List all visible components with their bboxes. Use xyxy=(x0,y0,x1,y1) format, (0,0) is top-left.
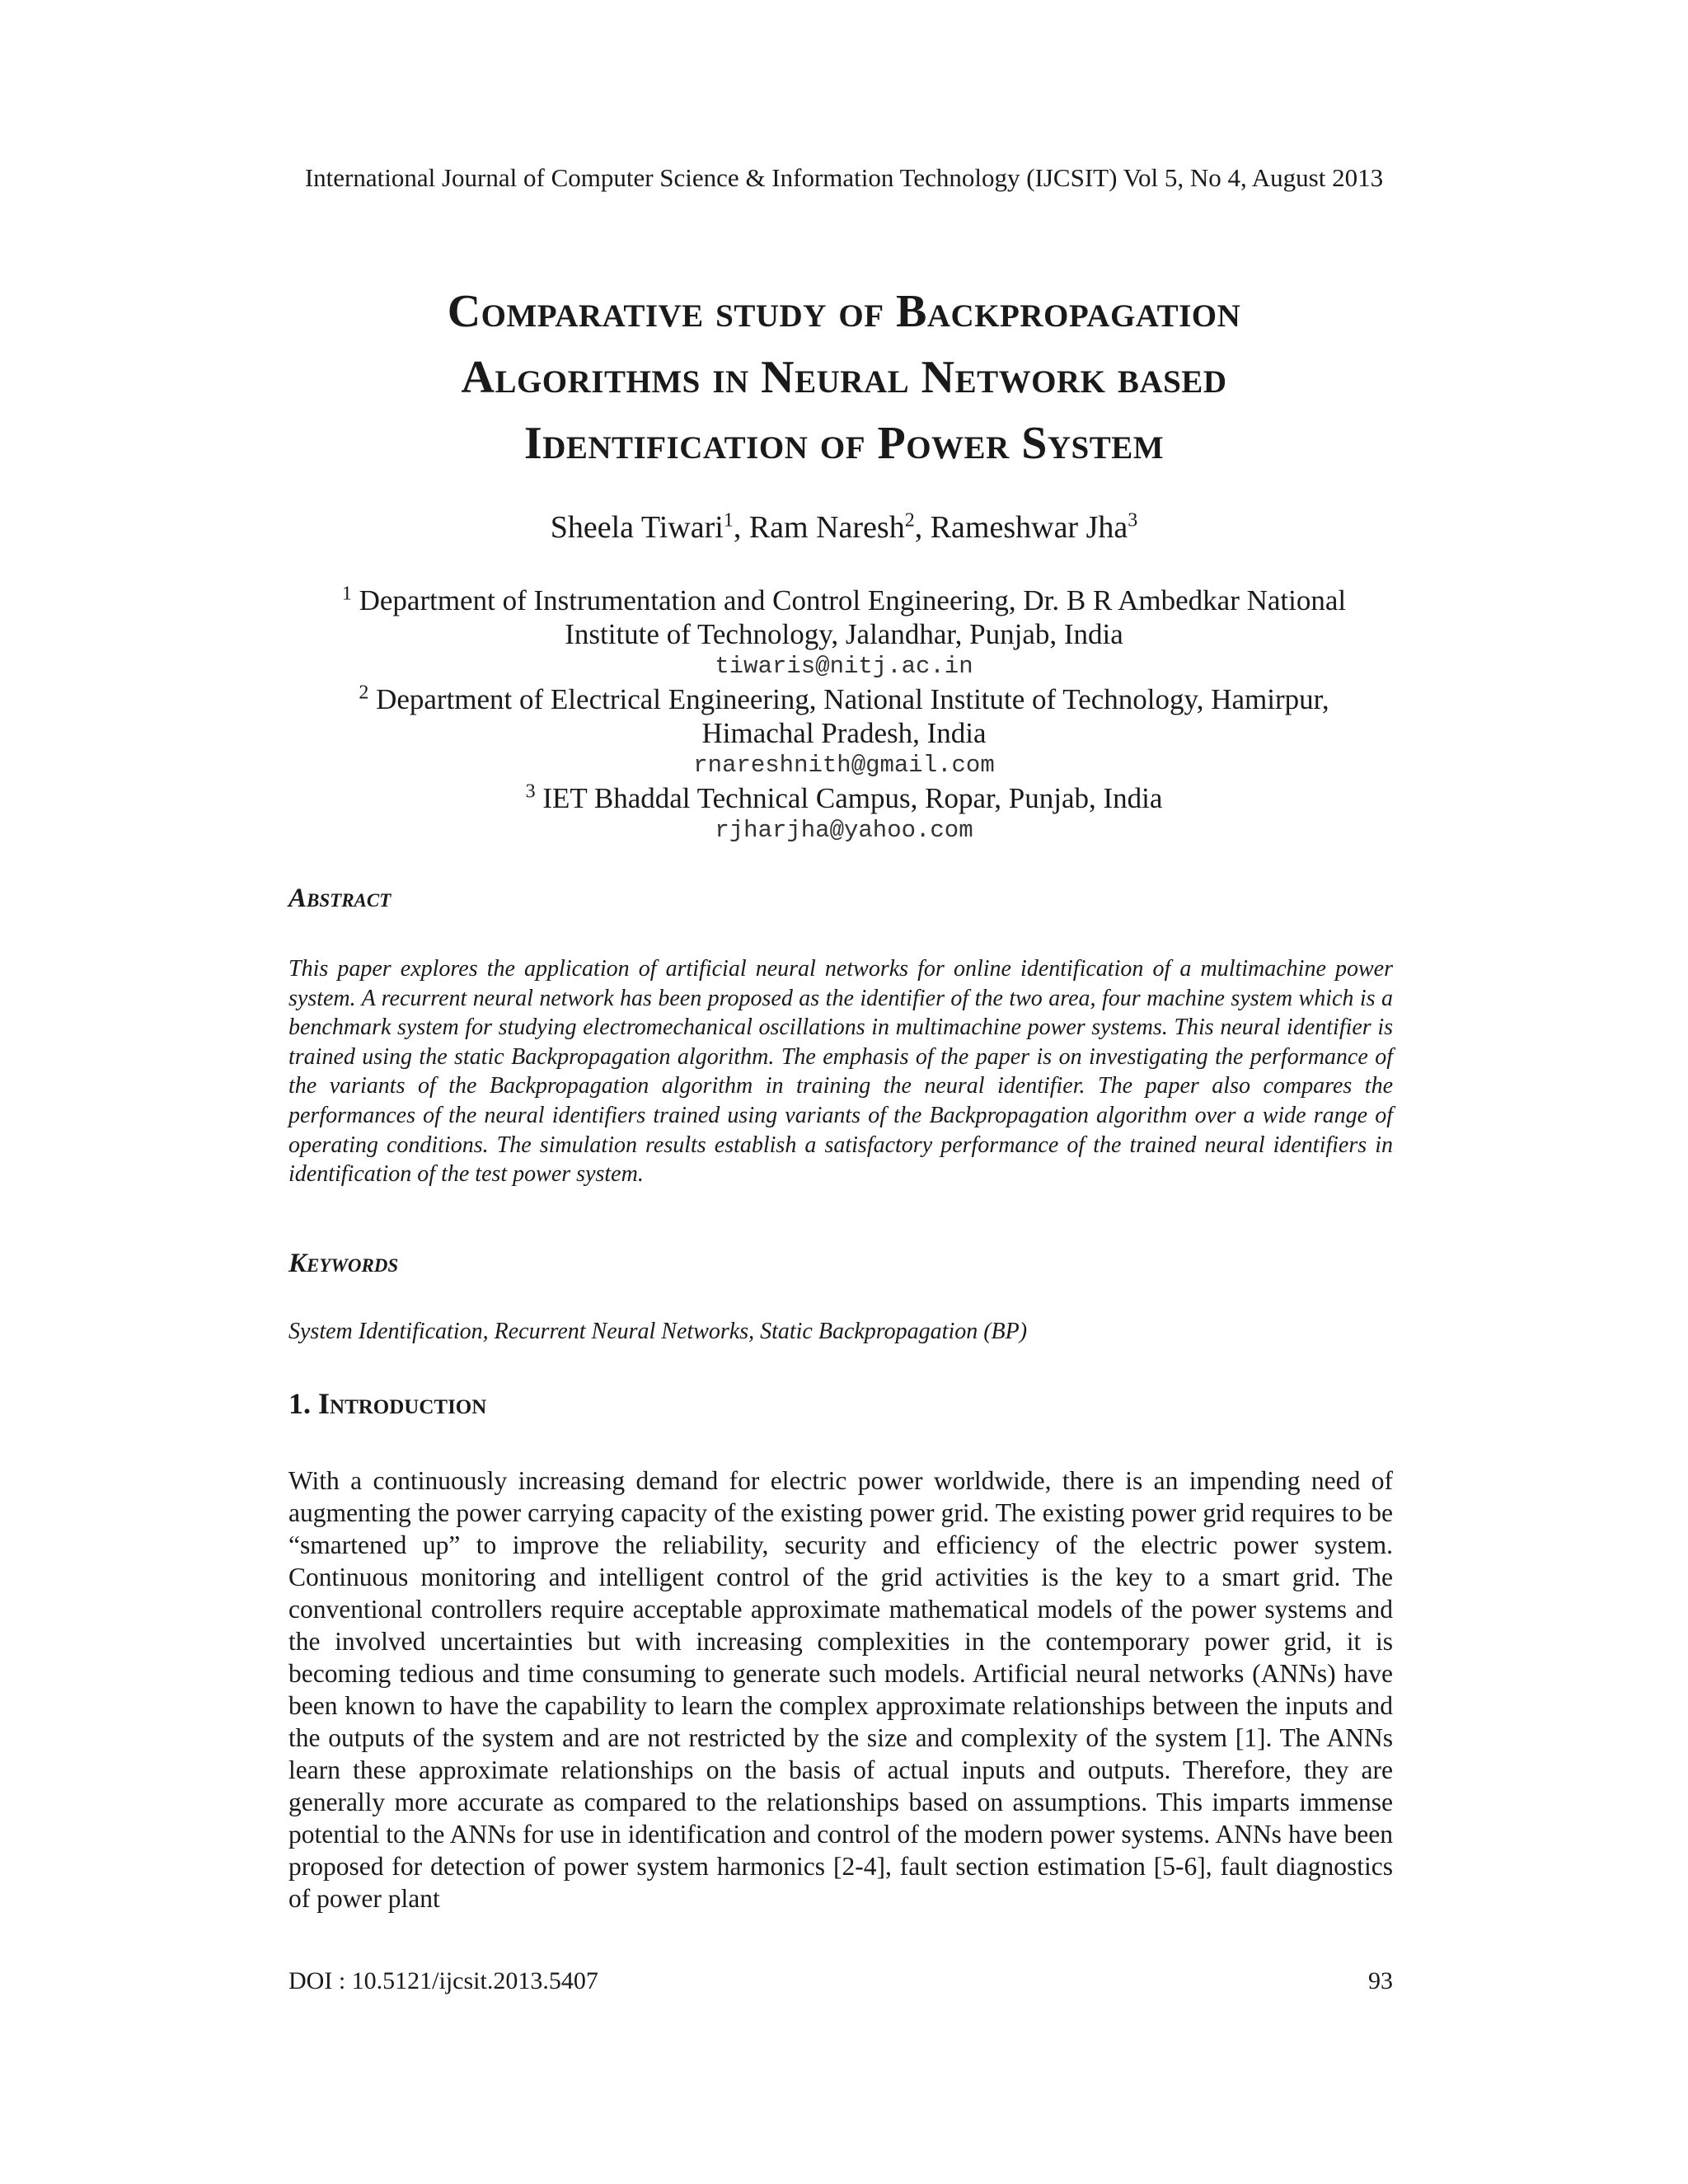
author-affiliation-mark: 2 xyxy=(904,509,915,532)
affiliation-line: Institute of Technology, Jalandhar, Punjab, India xyxy=(565,618,1123,650)
keywords-heading: Keywords xyxy=(288,1249,399,1278)
title-line: Comparative study of Backpropagation xyxy=(447,286,1241,337)
author-separator: , xyxy=(914,510,931,545)
affiliation-line xyxy=(0,583,1688,617)
author-affiliation-mark: 3 xyxy=(1128,509,1138,532)
introduction-heading: 1. Introduction xyxy=(288,1387,487,1420)
abstract-heading: Abstract xyxy=(288,883,392,913)
author-name: Sheela Tiwari xyxy=(550,510,724,545)
author-name: Rameshwar Jha xyxy=(930,510,1128,545)
doi-footer: DOI : 10.5121/ijcsit.2013.5407 xyxy=(288,1967,598,1994)
affiliation-line xyxy=(0,682,1688,716)
affiliation-list xyxy=(0,583,1688,846)
title-line: Identification of Power System xyxy=(523,418,1165,469)
author-affiliation-mark: 1 xyxy=(723,509,734,532)
affiliation-text: Department of Electrical Engineering, National Institute of Technology, Hamirpur, xyxy=(376,683,1329,715)
page-number: 93 xyxy=(1368,1967,1393,1994)
keywords-body: System Identification, Recurrent Neural Networks, Static Backpropagation (BP) xyxy=(288,1319,1028,1344)
affiliation-mark: 2 xyxy=(359,682,369,704)
author-separator: , xyxy=(733,510,749,545)
affiliation-mark: 3 xyxy=(525,780,536,803)
affiliation-line xyxy=(0,781,1688,815)
author-email: rjharjha@yahoo.com xyxy=(715,817,973,844)
affiliation-mark: 1 xyxy=(341,583,352,605)
author-email: rnareshnith@gmail.com xyxy=(693,752,995,779)
author-list xyxy=(0,509,1688,546)
affiliation-line: Himachal Pradesh, India xyxy=(701,717,987,749)
title-line: Algorithms in Neural Network based xyxy=(461,352,1227,403)
affiliation-text: Department of Instrumentation and Control Engineering, Dr. B R Ambedkar National xyxy=(359,584,1347,616)
affiliation-text: IET Bhaddal Technical Campus, Ropar, Punjab, India xyxy=(542,782,1163,814)
author-email: tiwaris@nitj.ac.in xyxy=(715,653,973,680)
author-name: Ram Naresh xyxy=(748,510,905,545)
paper-title xyxy=(0,279,1688,476)
introduction-body: With a continuously increasing demand for electric power worldwide, there is an impending need of augmenting the power carrying capacity of the existing power grid. The existing power grid requires to be “smartened up” to improve the reliability, security and efficiency of the electric power system. Continuous monitoring and intelligent control of the grid activities is the key to a smart grid. The conventional controllers require acceptable approximate mathematical models of the power systems and the involved uncertainties but with increasing complexities in the contemporary power grid, it is becoming tedious and time consuming to generate such models. Artificial neural networks (ANNs) have been known to have the capability to learn the complex approximate relationships between the inputs and the outputs of the system and are not restricted by the size and complexity of the system [1]. The ANNs learn these approximate relationships on the basis of actual inputs and outputs. Therefore, they are generally more accurate as compared to the relationships based on assumptions. This imparts immense potential to the ANNs for use in identification and control of the modern power systems. ANNs have been proposed for detection of power system harmonics [2-4], fault section estimation [5-6], fault diagnostics of power plant xyxy=(288,1466,1393,1913)
abstract-body: This paper explores the application of artificial neural networks for online identification of a multimachine power system. A recurrent neural network has been proposed as the identifier of the two area, four machine system which is a benchmark system for studying electromechanical oscillations in multimachine power systems. This neural identifier is trained using the static Backpropagation algorithm. The emphasis of the paper is on investigating the performance of the variants of the Backpropagation algorithm in training the neural identifier. The paper also compares the performances of the neural identifiers trained using variants of the Backpropagation algorithm over a wide range of operating conditions. The simulation results establish a satisfactory performance of the trained neural identifiers in identification of the test power system. xyxy=(288,956,1393,1188)
journal-header: International Journal of Computer Science & Information Technology (IJCSIT) Vol 5, No 4, August 2013 xyxy=(304,163,1384,192)
